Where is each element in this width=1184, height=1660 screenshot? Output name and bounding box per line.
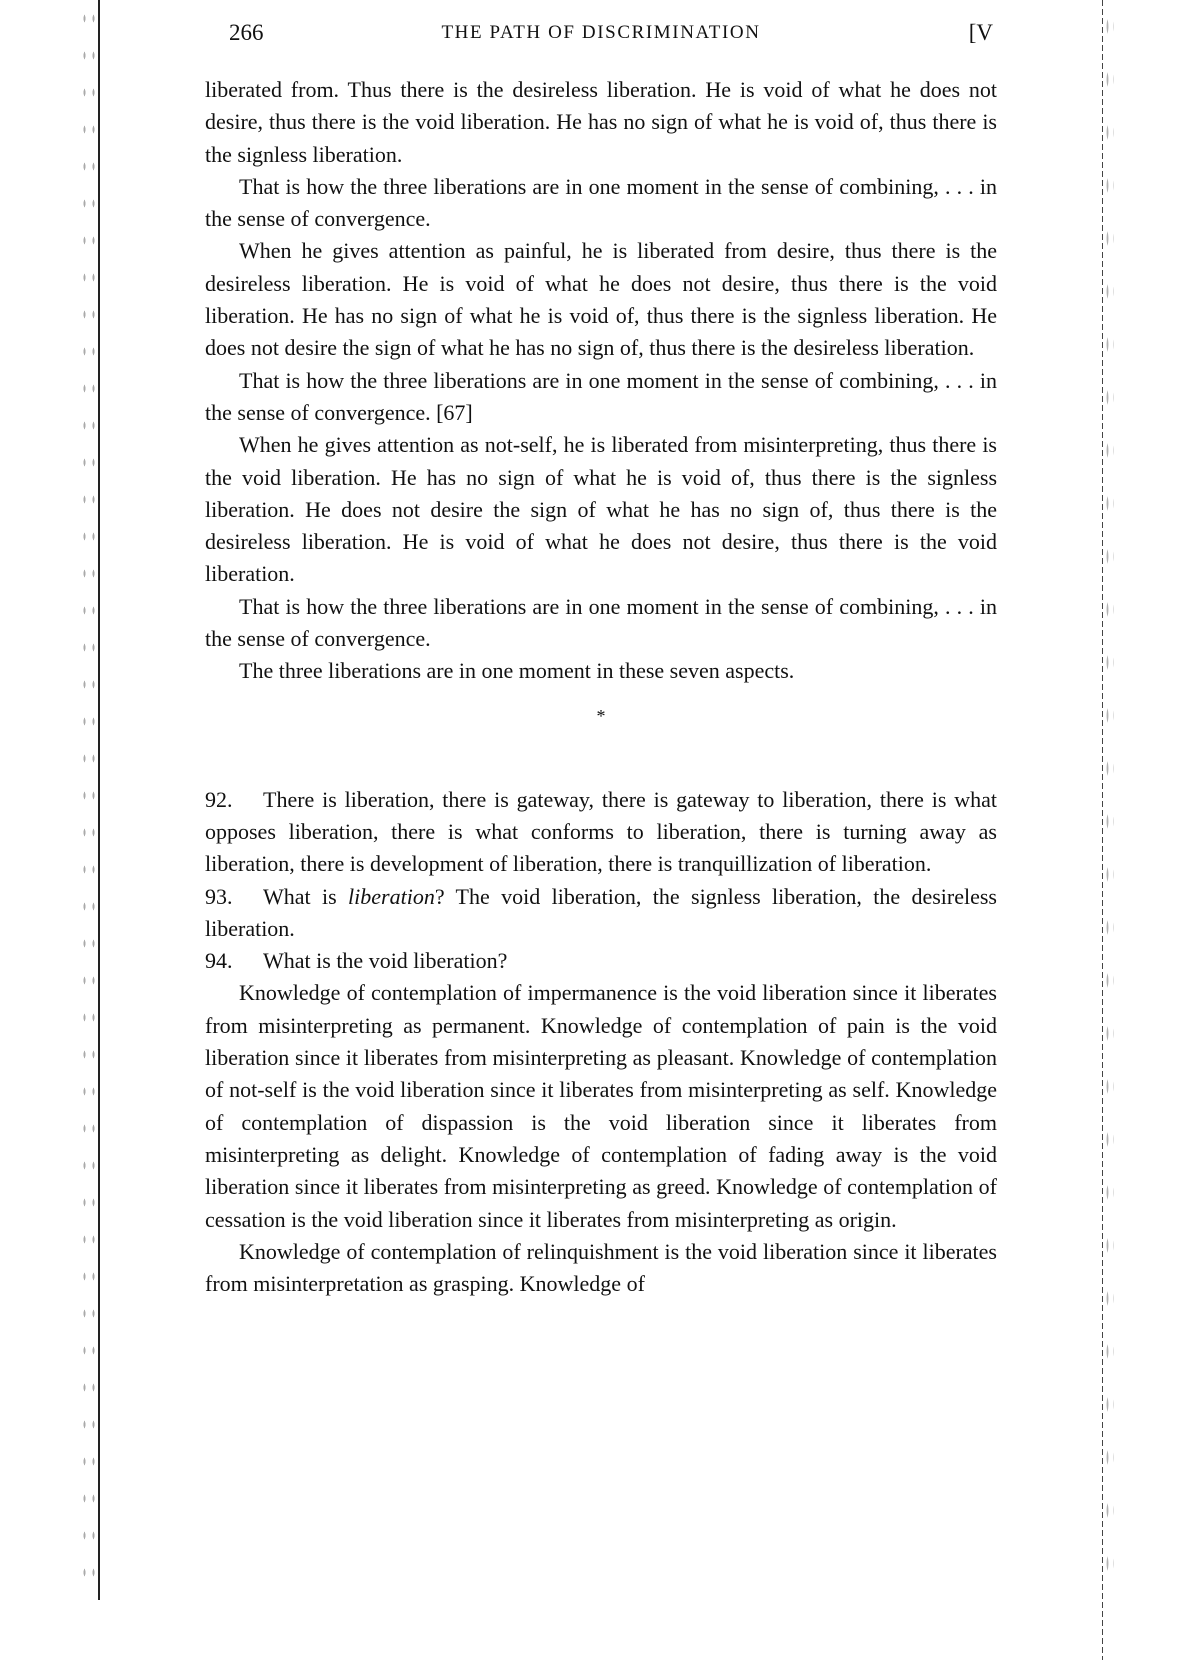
running-head	[205, 18, 997, 58]
paragraph: The three liberations are in one moment in these seven aspects.	[239, 658, 795, 684]
paragraph: That is how the three liberations are in one moment in the sense of combining, . . . in the sense of convergence. [67]	[205, 367, 997, 425]
section-number: 94.	[205, 948, 233, 974]
book-page	[205, 18, 997, 1300]
body-text	[205, 74, 997, 1300]
section-text: What is	[263, 883, 349, 909]
scan-speckles-left	[80, 0, 98, 1600]
page-number: 266	[229, 20, 264, 45]
paragraph: Knowledge of contemplation of relinquishment is the void liberation since it liberates from misinterpretation as grasping. Knowledge of	[205, 1238, 997, 1297]
paragraph: When he gives attention as painful, he is liberated from desire, thus there is the desireless liberation. He is void of what he does not desire, thus there is the void liberation. He has no sign of what he is void of, thus there is the signless liberation. He does not desire the sign of what he has no sign of, thus there is the desireless liberation.	[205, 238, 997, 361]
chapter-mark: [V	[968, 20, 993, 45]
section-separator: *	[596, 705, 606, 726]
paragraph: That is how the three liberations are in one moment in the sense of combining, . . . in the sense of convergence.	[205, 173, 997, 232]
paragraph: Knowledge of contemplation of impermanence is the void liberation since it liberates from misinterpreting as permanent. Knowledge of contemplation of pain is the void liberation since it liberates from misinterpreting as pleasant. Knowledge of contemplation of not-self is the void liberation since it liberates from misinterpreting as self. Knowledge of contemplation of dispassion is the void liberation since it liberates from misinterpreting as delight. Knowledge of contemplation of fading away is the void liberation since it liberates from misinterpreting as greed. Knowledge of contemplation of cessation is the void liberation since it liberates from misinterpreting as origin.	[205, 980, 997, 1232]
scan-speckles-right	[1104, 0, 1114, 1600]
paragraph: That is how the three liberations are in one moment in the sense of combining, . . . in the sense of convergence.	[205, 593, 997, 652]
section-92	[205, 784, 997, 881]
section-text: There is liberation, there is gateway, there is gateway to liberation, there is what opposes liberation, there is what conforms to liberation, there is turning away as liberation, there is development of liberation, there is tranquillization of liberation.	[205, 786, 997, 877]
italic-term: liberation	[348, 883, 435, 909]
scan-edge-left	[98, 0, 100, 1600]
paragraph: When he gives attention as not-self, he is liberated from misinterpreting, thus there is the void liberation. He has no sign of what he is void of, thus there is the signless liberation. He does not desire the sign of what he has no sign of, thus there is the desireless liberation. He is void of what he does not desire, thus there is the void liberation.	[205, 432, 997, 587]
paragraph: liberated from. Thus there is the desireless liberation. He is void of what he does not desire, thus there is the void liberation. He has no sign of what he is void of, thus there is the signless liberation.	[205, 77, 997, 167]
section-number: 93.	[205, 883, 233, 909]
scan-edge-right	[1102, 0, 1103, 1660]
section-number: 92.	[205, 786, 233, 812]
section-text: What is the void liberation?	[263, 948, 508, 974]
running-title: THE PATH OF DISCRIMINATION	[441, 22, 761, 43]
section-text: ? The void liberation, the signless liberation, the desireless liberation.	[205, 883, 997, 941]
section-93	[205, 881, 997, 946]
section-94	[205, 945, 997, 977]
